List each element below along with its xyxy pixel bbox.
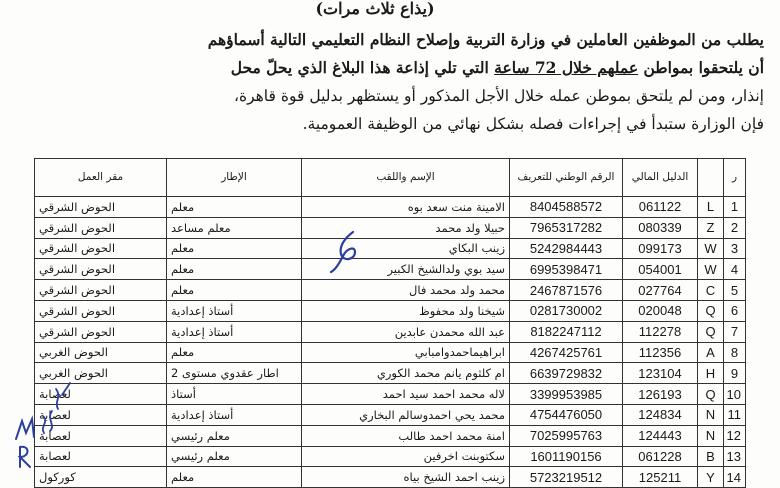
table-row — [35, 467, 746, 488]
cell-national-id: 4267425761 — [510, 342, 623, 363]
header-national-id: الرقم الوطني للتعريف — [510, 159, 623, 197]
cell-financial-id: 020048 — [623, 300, 698, 321]
cell-index: 7 — [724, 321, 746, 342]
table-body — [35, 197, 746, 488]
cell-code: H — [698, 363, 724, 384]
cell-name: ام كلثوم يانم محمد الكوري — [302, 363, 510, 384]
cell-name: امنة محمد احمد طالب — [302, 425, 510, 446]
cell-index: 14 — [724, 467, 746, 488]
cell-national-id: 4754476050 — [510, 404, 623, 425]
cell-financial-id: 126193 — [623, 384, 698, 405]
notice-line-2 — [231, 58, 764, 77]
cell-national-id: 3399953985 — [510, 384, 623, 405]
cell-financial-id: 124443 — [623, 425, 698, 446]
cell-frame: معلم — [167, 197, 302, 218]
header-frame: الإطار — [167, 159, 302, 197]
cell-frame: أستاذ إعدادية — [167, 321, 302, 342]
cell-workplace: الحوض الشرقي — [35, 280, 167, 301]
cell-financial-id: 027764 — [623, 280, 698, 301]
cell-index: 8 — [724, 342, 746, 363]
cell-code: W — [698, 259, 724, 280]
cell-national-id: 6995398471 — [510, 259, 623, 280]
table-row — [35, 384, 746, 405]
cell-code: Q — [698, 321, 724, 342]
cell-national-id: 7965317282 — [510, 217, 623, 238]
cell-name: سكتوبنت اخرفين — [302, 446, 510, 467]
header-financial-id: الدليل المالي — [623, 159, 698, 197]
cell-workplace: الحوض الشرقي — [35, 321, 167, 342]
cell-national-id: 7025995763 — [510, 425, 623, 446]
cell-workplace: الحوض الشرقي — [35, 197, 167, 218]
cell-index: 6 — [724, 300, 746, 321]
table-row — [35, 300, 746, 321]
cell-code: W — [698, 238, 724, 259]
cell-frame: معلم — [167, 238, 302, 259]
cell-name: عبد الله محمدن عابدين — [302, 321, 510, 342]
cell-frame: معلم — [167, 467, 302, 488]
cell-code: A — [698, 342, 724, 363]
cell-code: Y — [698, 467, 724, 488]
cell-code: C — [698, 280, 724, 301]
cell-name: شيخنا ولد محفوظ — [302, 300, 510, 321]
cell-name: زينب احمد الشيخ بياه — [302, 467, 510, 488]
cell-name: لاله محمد احمد سيد احمد — [302, 384, 510, 405]
cell-national-id: 5723219512 — [510, 467, 623, 488]
cell-workplace: لعصابة — [35, 404, 167, 425]
notice-line-1: يطلب من الموظفين العاملين في وزارة التربية وإصلاح النظام التعليمي التالية أسماؤهم — [207, 30, 764, 49]
cell-index: 2 — [724, 217, 746, 238]
cell-code: N — [698, 425, 724, 446]
notice-line-4: فإن الوزارة ستبدأ في إجراءات فصله بشكل نهائي من الوظيفة العمومية. — [302, 115, 764, 133]
cell-financial-id: 123104 — [623, 363, 698, 384]
table-row — [35, 197, 746, 218]
cell-name: الامينة منت سعد بوه — [302, 197, 510, 218]
notice-line-3: إنذار، ومن لم يلتحق بموطن عمله خلال الأجل المذكور أو يستظهر بدليل قوة قاهرة، — [233, 87, 764, 105]
cell-code: Z — [698, 217, 724, 238]
cell-financial-id: 080339 — [623, 217, 698, 238]
cell-financial-id: 061122 — [623, 197, 698, 218]
cell-financial-id: 054001 — [623, 259, 698, 280]
cell-national-id: 8404588572 — [510, 197, 623, 218]
cell-financial-id: 061228 — [623, 446, 698, 467]
cell-frame: معلم — [167, 342, 302, 363]
table-row — [35, 321, 746, 342]
cell-frame: معلم مساعد — [167, 217, 302, 238]
table-row — [35, 217, 746, 238]
table-header-row — [35, 159, 746, 197]
header-code — [698, 159, 724, 197]
table-row — [35, 342, 746, 363]
cell-index: 10 — [724, 384, 746, 405]
cell-name: سيد بوي ولدالشيخ الكبير — [302, 259, 510, 280]
table-row — [35, 363, 746, 384]
cell-frame: أستاذ إعدادية — [167, 404, 302, 425]
cell-frame: معلم رئيسي — [167, 446, 302, 467]
cell-code: L — [698, 197, 724, 218]
cell-financial-id: 124834 — [623, 404, 698, 425]
cell-national-id: 5242984443 — [510, 238, 623, 259]
cell-index: 11 — [724, 404, 746, 425]
cell-financial-id: 112356 — [623, 342, 698, 363]
cell-national-id: 2467871576 — [510, 280, 623, 301]
cell-frame: معلم — [167, 259, 302, 280]
header-workplace: مقر العمل — [35, 159, 167, 197]
cell-index: 3 — [724, 238, 746, 259]
cell-frame: معلم — [167, 280, 302, 301]
cell-workplace: لعصابة — [35, 425, 167, 446]
cell-index: 5 — [724, 280, 746, 301]
table-row — [35, 404, 746, 425]
cell-workplace: الحوض الغربي — [35, 342, 167, 363]
table-row — [35, 280, 746, 301]
handwritten-margin-note — [0, 375, 80, 470]
cell-financial-id: 112278 — [623, 321, 698, 342]
cell-frame: اطار عقدوي مستوى 2 — [167, 363, 302, 384]
cell-workplace: الحوض الشرقي — [35, 300, 167, 321]
header-index: ر — [724, 159, 746, 197]
cell-code: Q — [698, 300, 724, 321]
cell-index: 12 — [724, 425, 746, 446]
employees-table — [34, 158, 746, 488]
notice-deadline: عملهم خلال 72 ساعة — [494, 58, 639, 77]
cell-workplace: كوركول — [35, 467, 167, 488]
cell-financial-id: 125211 — [623, 467, 698, 488]
cell-code: Q — [698, 384, 724, 405]
cell-name: محمد يحي احمدوسالم البخاري — [302, 404, 510, 425]
cell-index: 13 — [724, 446, 746, 467]
cell-national-id: 6639729832 — [510, 363, 623, 384]
document-title: (يذاع ثلاث مرات) — [315, 0, 435, 18]
table-row — [35, 238, 746, 259]
cell-national-id: 8182247112 — [510, 321, 623, 342]
cell-workplace: لعصابة — [35, 446, 167, 467]
cell-index: 9 — [724, 363, 746, 384]
cell-code: B — [698, 446, 724, 467]
notice-line-2-end: التي تلي إذاعة هذا البلاغ الذي يحلّ محل — [230, 58, 495, 77]
cell-national-id: 0281730002 — [510, 300, 623, 321]
cell-frame: معلم رئيسي — [167, 425, 302, 446]
cell-national-id: 1601190156 — [510, 446, 623, 467]
cell-frame: أستاذ إعدادية — [167, 300, 302, 321]
cell-name: زينب البكاي — [302, 238, 510, 259]
cell-index: 1 — [724, 197, 746, 218]
cell-name: حبيلا ولد محمد — [302, 217, 510, 238]
cell-workplace: الحوض الغربي — [35, 363, 167, 384]
handwritten-mark-squiggle — [325, 228, 365, 276]
cell-code: N — [698, 404, 724, 425]
notice-line-2-start: أن يلتحقوا بمواطن — [638, 58, 764, 77]
cell-name: محمد ولد محمد فال — [302, 280, 510, 301]
cell-workplace: الحوض الشرقي — [35, 217, 167, 238]
cell-workplace: الحوض الشرقي — [35, 259, 167, 280]
cell-workplace: لعصابة — [35, 384, 167, 405]
table-row — [35, 446, 746, 467]
cell-workplace: الحوض الشرقي — [35, 238, 167, 259]
cell-index: 4 — [724, 259, 746, 280]
cell-frame: أستاذ — [167, 384, 302, 405]
cell-name: ابراهيماحمدوامبابي — [302, 342, 510, 363]
table-row — [35, 425, 746, 446]
table-row — [35, 259, 746, 280]
cell-financial-id: 099173 — [623, 238, 698, 259]
header-name: الإسم واللقب — [302, 159, 510, 197]
